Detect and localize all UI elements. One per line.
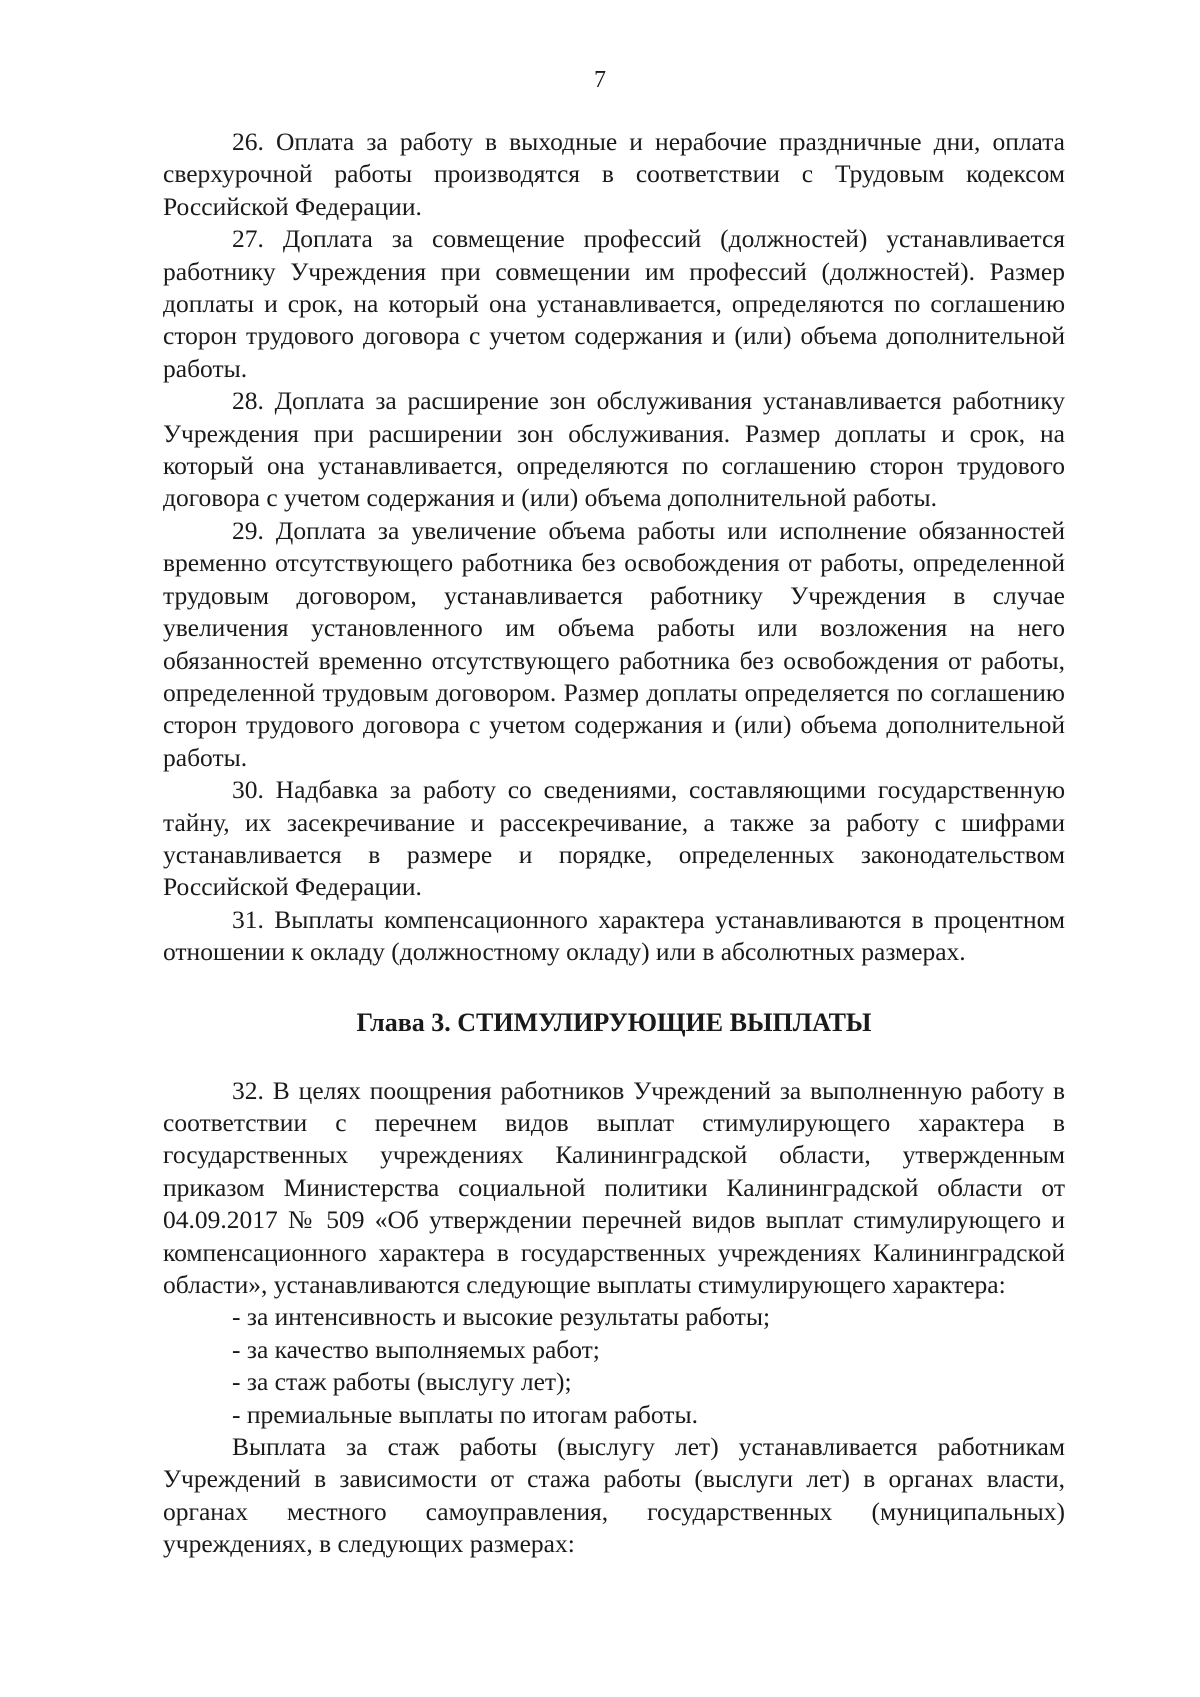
payment-types-list (163, 1301, 1065, 1431)
chapter-title: Глава 3. СТИМУЛИРУЮЩИЕ ВЫПЛАТЫ (356, 1007, 872, 1037)
page-number: 7 (594, 67, 606, 93)
list-item: - за качество выполняемых работ; (232, 1334, 600, 1364)
paragraph-28: 28. Доплата за расширение зон обслуживания устанавливается работнику Учреждения при расширении зон обслуживания. Размер доплаты и срок, на который она устанавливается, определяются по соглашению сторон трудового договора с учетом содержания и (или) объема дополнительной работы. (163, 386, 1065, 513)
paragraph-seniority: Выплата за стаж работы (выслугу лет) устанавливается работникам Учреждений в зависимости от стажа работы (выслуги лет) в органах власти, органах местного самоуправления, государственных (муниципальных) учреждениях, в следующих размерах: (163, 1432, 1065, 1559)
paragraph-27: 27. Доплата за совмещение профессий (должностей) устанавливается работнику Учреждения при совмещении им профессий (должностей). Размер доплаты и срок, на который она устанавливается, определяются по соглашению сторон трудового договора с учетом содержания и (или) объема дополнительной работы. (163, 224, 1065, 383)
paragraph-26: 26. Оплата за работу в выходные и нерабочие праздничные дни, оплата сверхурочной работы производятся в соответствии с Трудовым кодексом Российской Федерации. (163, 127, 1065, 221)
paragraph-32: 32. В целях поощрения работников Учреждений за выполненную работу в соответствии с перечнем видов выплат стимулирующего характера в государственных учреждениях Калининградской области, утвержденным приказом Министерства социальной политики Калининградской области от 04.09.2017 № 509 «Об утверждении перечней видов выплат стимулирующего и компенсационного характера в государственных учреждениях Калининградской области», устанавливаются следующие выплаты стимулирующего характера: (163, 1075, 1065, 1299)
paragraph-31: 31. Выплаты компенсационного характера устанавливаются в процентном отношении к окладу (должностному окладу) или в абсолютных размерах. (163, 904, 1065, 967)
document-body (163, 126, 1065, 1561)
paragraph-30: 30. Надбавка за работу со сведениями, составляющими государственную тайну, их засекречивание и рассекречивание, а также за работу с шифрами устанавливается в размере и порядке, определенных законодательством Российской Федерации. (163, 775, 1065, 902)
list-item: - за стаж работы (выслугу лет); (232, 1367, 572, 1397)
paragraph-29: 29. Доплата за увеличение объема работы или исполнение обязанностей временно отсутствующего работника без освобождения от работы, определенной трудовым договором, устанавливается работнику Учреждения в случае увеличения установленного им объема работы или возложения на него обязанностей временно отсутствующего работника без освобождения от работы, определенной трудовым договором. Размер доплаты определяется по соглашению сторон трудового договора с учетом содержания и (или) объема дополнительной работы. (163, 515, 1065, 772)
list-item: - за интенсивность и высокие результаты работы; (232, 1302, 771, 1332)
list-item: - премиальные выплаты по итогам работы. (232, 1399, 698, 1429)
